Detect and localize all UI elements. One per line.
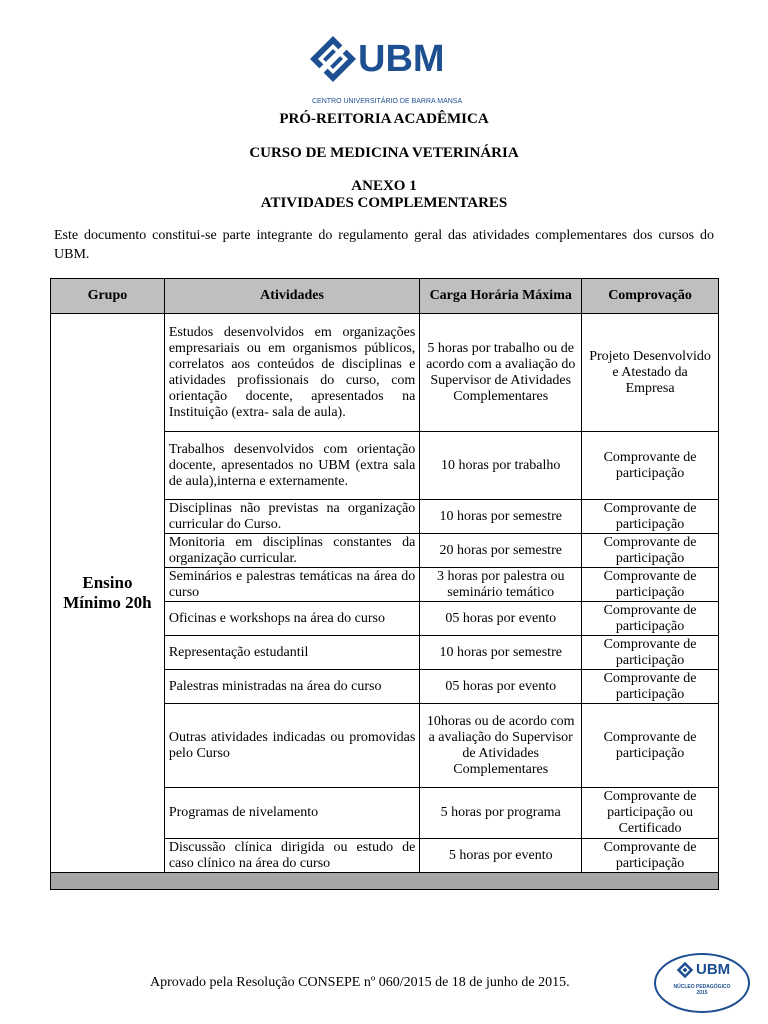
hours-cell: 05 horas por evento xyxy=(420,670,582,704)
group-cell xyxy=(51,314,165,873)
seal-subtitle-text: NÚCLEO PEDAGÓGICO xyxy=(673,984,731,990)
activity-cell: Oficinas e workshops na área do curso xyxy=(164,602,419,636)
proof-cell: Comprovante de participação xyxy=(582,500,719,534)
header-proof: Comprovação xyxy=(582,279,719,314)
proof-cell: Comprovante de participação xyxy=(582,602,719,636)
proof-cell: Comprovante de participação ou Certificado xyxy=(582,788,719,839)
hours-cell: 5 horas por evento xyxy=(420,839,582,873)
table-row xyxy=(51,314,719,432)
table-header-row xyxy=(51,279,719,314)
proof-cell: Comprovante de participação xyxy=(582,568,719,602)
header-activities: Atividades xyxy=(164,279,419,314)
proof-cell: Projeto Desenvolvido e Atestado da Empresa xyxy=(582,314,719,432)
header-hours: Carga Horária Máxima xyxy=(420,279,582,314)
hours-cell: 10horas ou de acordo com a avaliação do Supervisor de Atividades Complementares xyxy=(420,704,582,788)
ubm-logo xyxy=(308,34,468,112)
activity-cell: Seminários e palestras temáticas na área do curso xyxy=(164,568,419,602)
hours-cell: 3 horas por palestra ou seminário temático xyxy=(420,568,582,602)
activity-cell: Outras atividades indicadas ou promovidas pelo Curso xyxy=(164,704,419,788)
heading-pro-reitoria: PRÓ-REITORIA ACADÊMICA xyxy=(279,111,489,127)
hours-cell: 10 horas por semestre xyxy=(420,500,582,534)
activity-cell: Trabalhos desenvolvidos com orientação docente, apresentados no UBM (extra sala de aula),interna e externamente. xyxy=(164,432,419,500)
proof-cell: Comprovante de participação xyxy=(582,704,719,788)
proof-cell: Comprovante de participação xyxy=(582,534,719,568)
intro-paragraph: Este documento constitui-se parte integrante do regulamento geral das atividades complementares dos cursos do UBM. xyxy=(54,228,714,262)
proof-cell: Comprovante de participação xyxy=(582,636,719,670)
seal-text: UBM xyxy=(696,961,731,978)
group-label-line2: Mínimo 20h xyxy=(63,593,152,612)
proof-cell: Comprovante de participação xyxy=(582,432,719,500)
proof-cell: Comprovante de participação xyxy=(582,839,719,873)
header-group: Grupo xyxy=(51,279,165,314)
logo-subtitle: CENTRO UNIVERSITÁRIO DE BARRA MANSA xyxy=(312,98,463,105)
activity-cell: Monitoria em disciplinas constantes da organização curricular. xyxy=(164,534,419,568)
hours-cell: 5 horas por trabalho ou de acordo com a avaliação do Supervisor de Atividades Complementares xyxy=(420,314,582,432)
table-footer-cell xyxy=(51,873,719,890)
seal-subtitle xyxy=(656,984,748,996)
activity-cell: Estudos desenvolvidos em organizações empresariais ou em organismos públicos, correlatos aos conteúdos de disciplinas e atividades profissionais do curso, com orientação docente, apresentados na Instituição (extra- sala de aula). xyxy=(164,314,419,432)
group-label-line1: Ensino xyxy=(82,573,133,592)
hours-cell: 10 horas por semestre xyxy=(420,636,582,670)
heading-course: CURSO DE MEDICINA VETERINÁRIA xyxy=(249,145,519,161)
ubm-seal-diamond-icon xyxy=(676,961,694,979)
hours-cell: 05 horas por evento xyxy=(420,602,582,636)
proof-cell: Comprovante de participação xyxy=(582,670,719,704)
activity-cell: Disciplinas não previstas na organização curricular do Curso. xyxy=(164,500,419,534)
ubm-diamond-logo-icon xyxy=(308,34,358,84)
seal-year: 2015 xyxy=(696,990,708,996)
activity-cell: Discussão clínica dirigida ou estudo de caso clínico na área do curso xyxy=(164,839,419,873)
heading-activities: ATIVIDADES COMPLEMENTARES xyxy=(260,195,508,211)
activities-table xyxy=(50,278,719,890)
hours-cell: 10 horas por trabalho xyxy=(420,432,582,500)
heading-annex: ANEXO 1 xyxy=(351,178,417,194)
logo-text: UBM xyxy=(358,38,445,80)
activity-cell: Programas de nivelamento xyxy=(164,788,419,839)
approval-note: Aprovado pela Resolução CONSEPE nº 060/2015 de 18 de junho de 2015. xyxy=(150,975,570,990)
table-footer-bar xyxy=(51,873,719,890)
activity-cell: Representação estudantil xyxy=(164,636,419,670)
activity-cell: Palestras ministradas na área do curso xyxy=(164,670,419,704)
nucleo-pedagogico-seal xyxy=(654,953,750,1013)
hours-cell: 20 horas por semestre xyxy=(420,534,582,568)
hours-cell: 5 horas por programa xyxy=(420,788,582,839)
